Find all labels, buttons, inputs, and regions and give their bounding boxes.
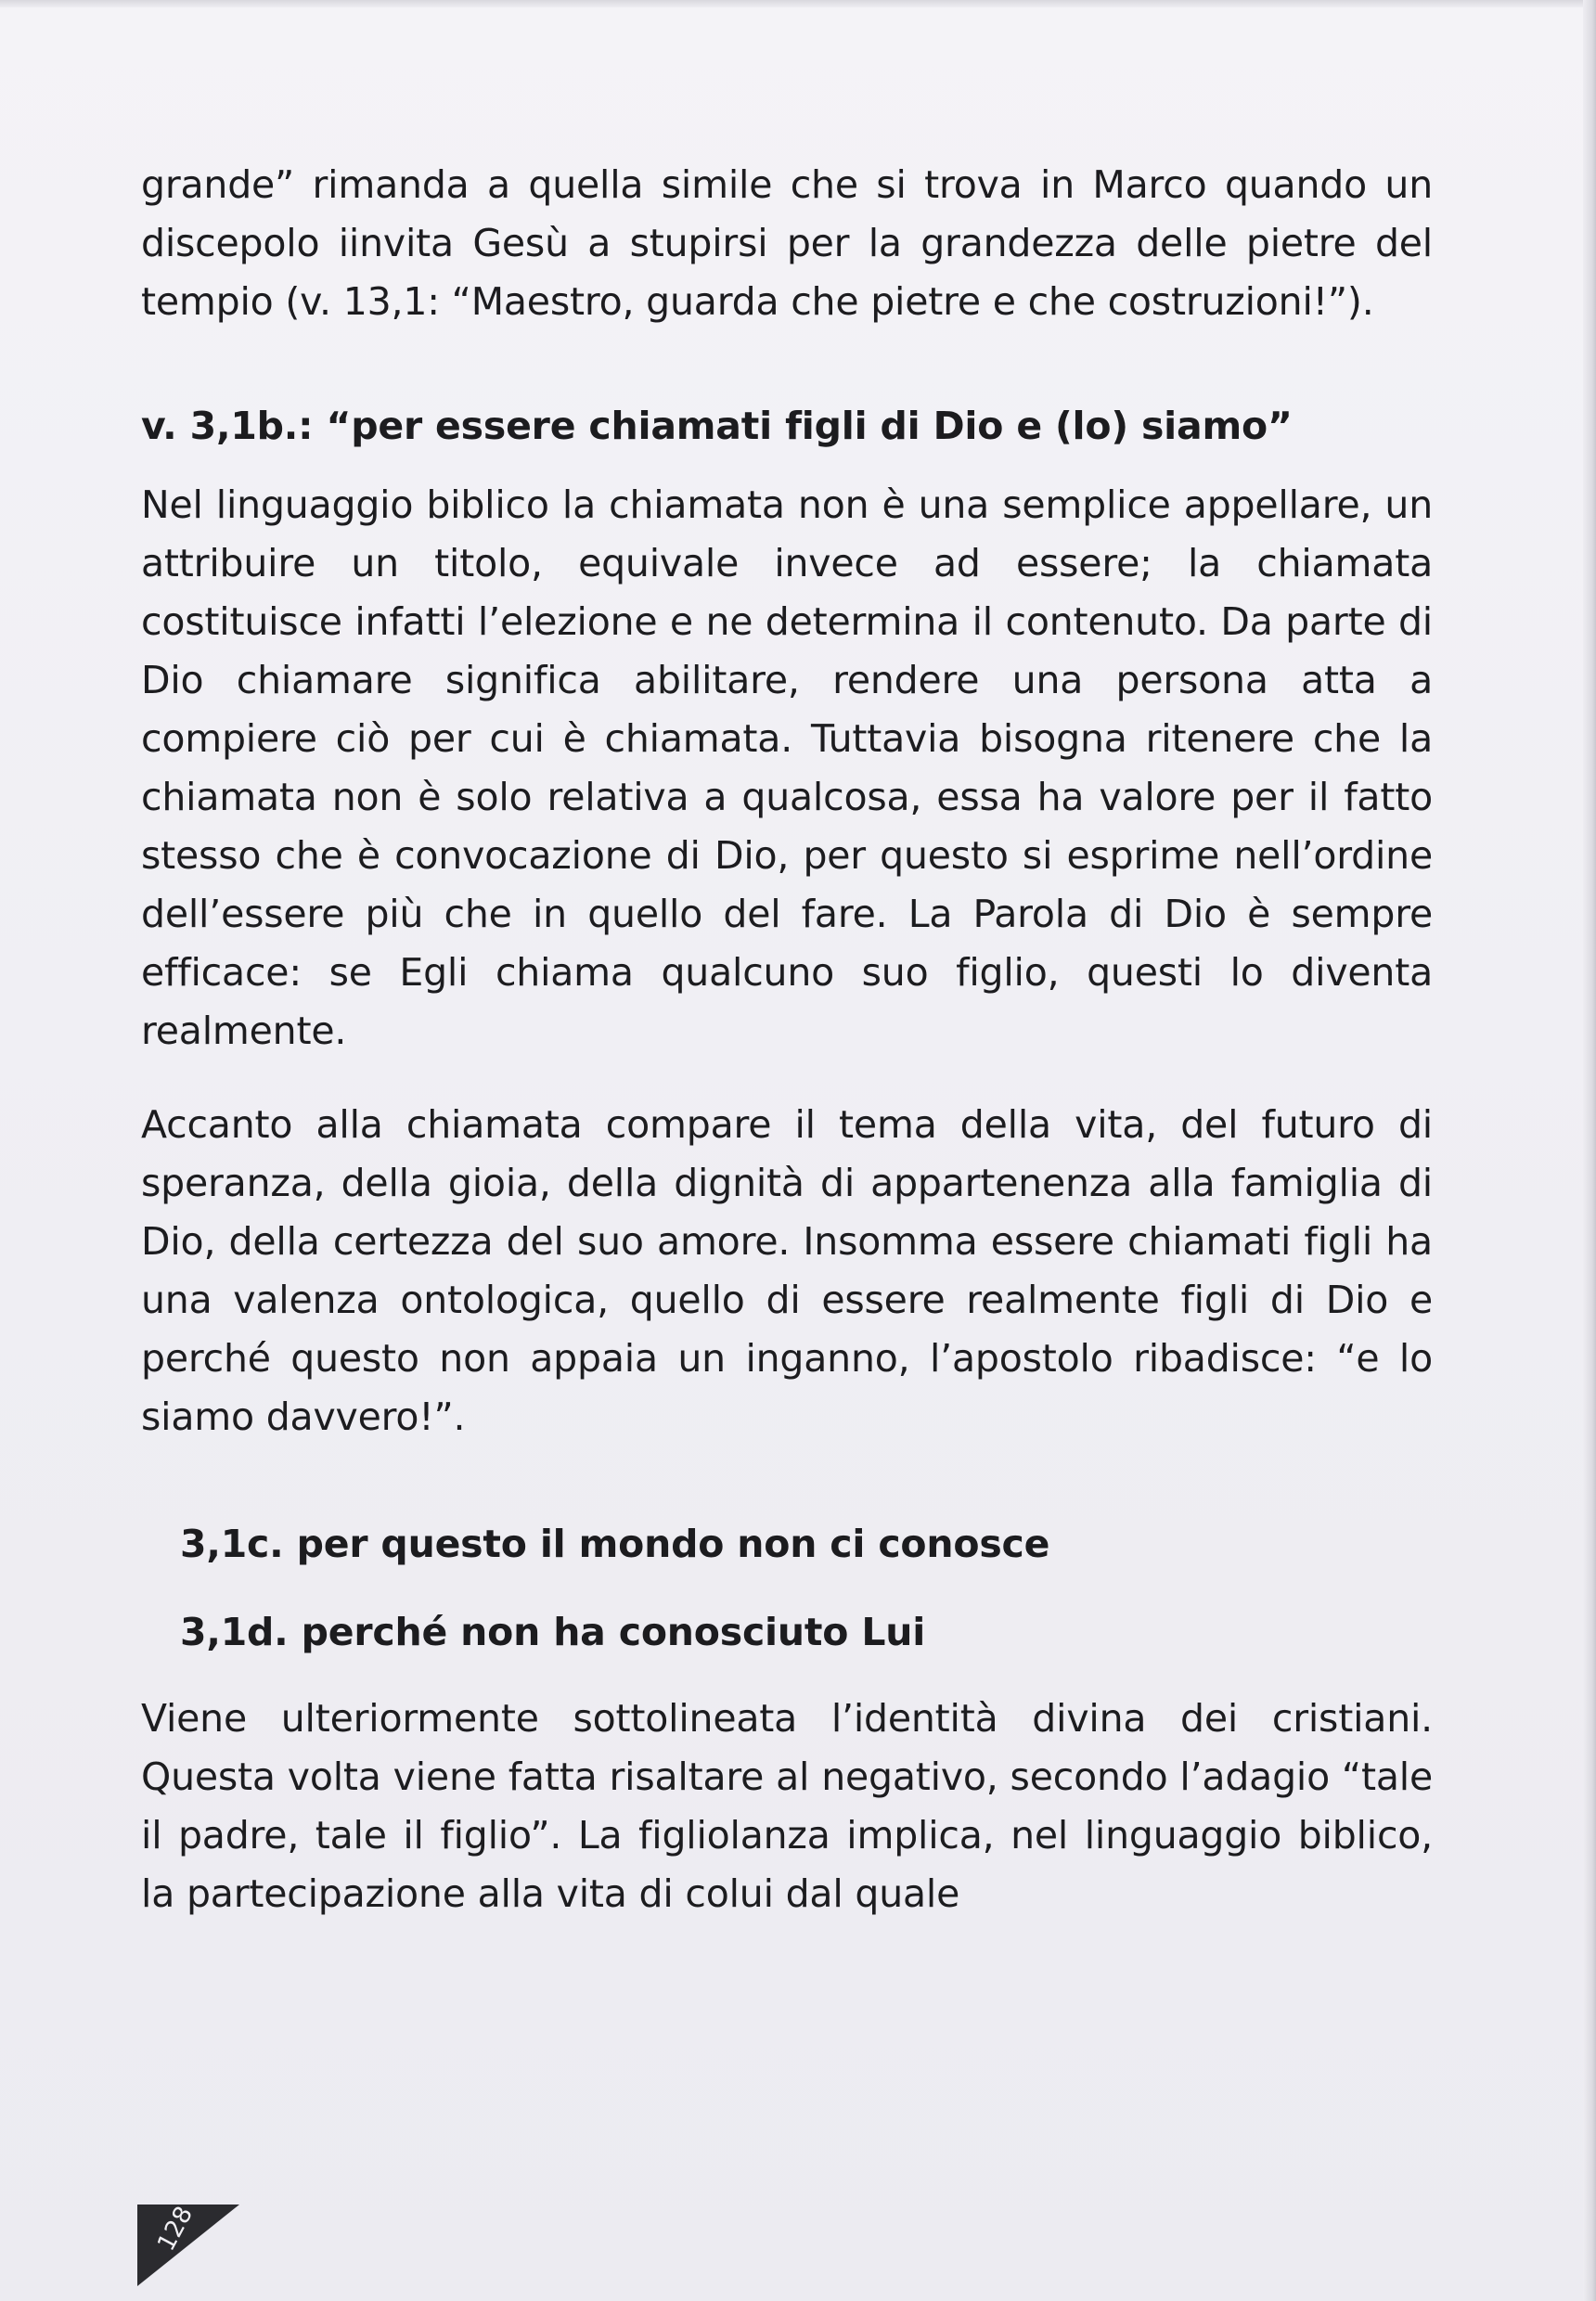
page-top-edge [0, 0, 1596, 7]
paragraph-figli: Accanto alla chiamata compare il tema della vita, del futuro di speranza, della gioia, della dignità di appartenenza alla famiglia di Dio, della certezza del suo amore. Insomma essere chiamati figli ha una valenza ontologica, quello di essere realmente figli di Dio e perché questo non appaia un inganno, l’apostolo ribadisce: “e lo siamo davvero!”. [141, 1102, 1433, 1439]
paragraph-chiamata: Nel linguaggio biblico la chiamata non è una semplice appellare, un attribuire un titolo, equivale invece ad essere; la chiamata costituisce infatti l’elezione e ne determina il contenuto. Da parte di Dio chiamare significa abilitare, rendere una persona atta a compiere ciò per cui è chiamata. Tuttavia bisogna ritenere che la chiamata non è solo relativa a qualcosa, essa ha valore per il fatto stesso che è convocazione di Dio, per questo si esprime nell’ordine dell’essere più che in quello del fare. La Parola di Dio è sempre efficace: se Egli chiama qualcuno suo figlio, questi lo diventa realmente. [141, 482, 1433, 1053]
page-right-edge [1583, 0, 1596, 2301]
paragraph-identita: Viene ulteriormente sottolineata l’identità divina dei cristiani. Questa volta viene fatta risaltare al negativo, secondo l’adagio “tale il padre, tale il figlio”. La figliolanza implica, nel linguaggio biblico, la partecipazione alla vita di colui dal quale [141, 1696, 1433, 1916]
section-heading-3-1b: v. 3,1b.: “per essere chiamati figli di Dio e (lo) siamo” [141, 404, 1293, 448]
page-content [141, 156, 1433, 1923]
section-heading-3-1d: 3,1d. perché non ha conosciuto Lui [180, 1610, 926, 1654]
paragraph-continuation: grande” rimanda a quella simile che si trova in Marco quando un discepolo iinvita Gesù a stupirsi per la grandezza delle pietre del tempio (v. 13,1: “Maestro, guarda che pietre e che costruzioni!”). [141, 162, 1433, 324]
page-number: 128 [152, 2202, 200, 2256]
section-heading-3-1c: 3,1c. per questo il mondo non ci conosce [180, 1522, 1050, 1566]
